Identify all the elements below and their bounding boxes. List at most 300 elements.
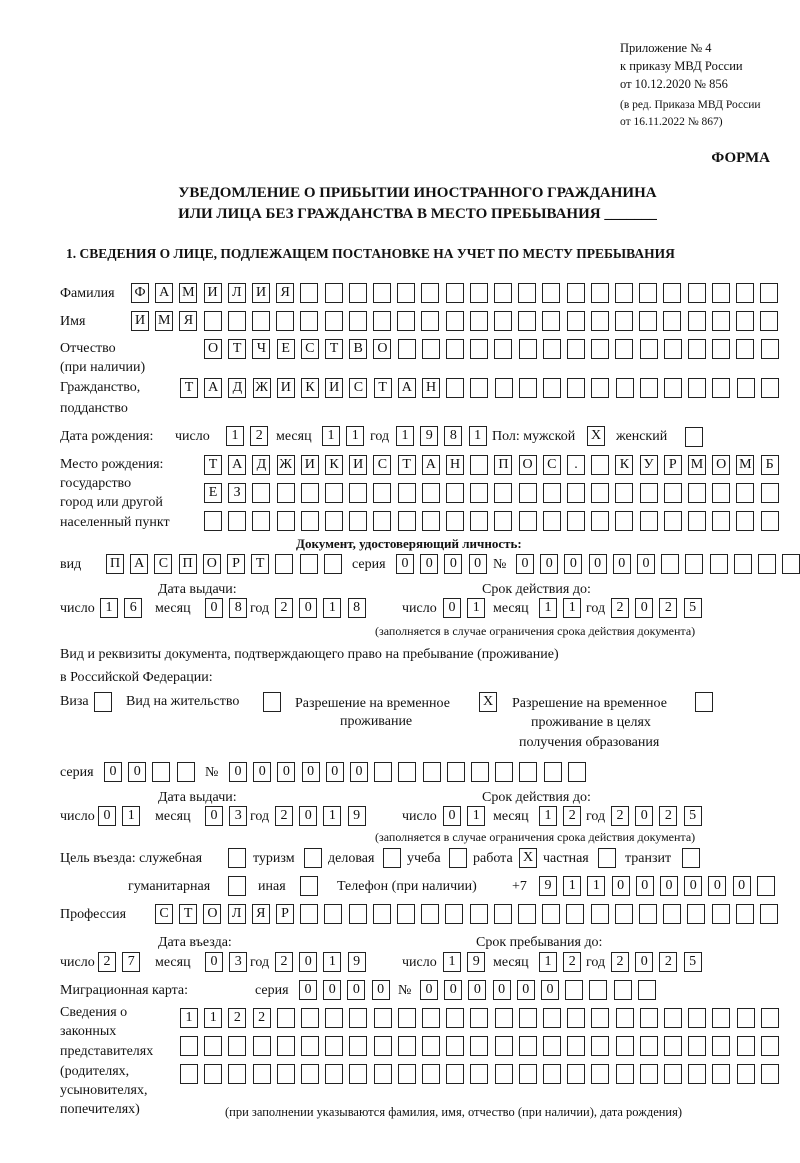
form-cell[interactable]: 1 bbox=[226, 426, 244, 446]
form-cell[interactable]: 0 bbox=[564, 554, 582, 574]
form-cell[interactable] bbox=[664, 483, 682, 503]
form-cell[interactable]: 1 bbox=[180, 1008, 198, 1028]
form-cell[interactable]: 1 bbox=[323, 806, 341, 826]
form-cell[interactable] bbox=[543, 378, 561, 398]
form-cell[interactable]: 0 bbox=[444, 554, 462, 574]
form-cell[interactable] bbox=[567, 378, 585, 398]
form-cell[interactable] bbox=[325, 511, 343, 531]
form-cell[interactable] bbox=[567, 483, 585, 503]
form-cell[interactable]: 2 bbox=[563, 806, 581, 826]
form-cell[interactable] bbox=[374, 1064, 392, 1084]
form-cell[interactable]: X bbox=[519, 848, 537, 868]
form-cell[interactable] bbox=[228, 511, 246, 531]
form-cell[interactable] bbox=[761, 1064, 779, 1084]
form-cell[interactable]: Я bbox=[276, 283, 294, 303]
form-cell[interactable]: С bbox=[301, 339, 319, 359]
form-cell[interactable] bbox=[737, 1008, 755, 1028]
form-cell[interactable] bbox=[471, 762, 489, 782]
form-cell[interactable] bbox=[277, 511, 295, 531]
form-cell[interactable]: 0 bbox=[104, 762, 122, 782]
form-cell[interactable]: 2 bbox=[563, 952, 581, 972]
form-cell[interactable]: X bbox=[587, 426, 605, 446]
form-cell[interactable]: 0 bbox=[541, 980, 559, 1000]
form-cell[interactable] bbox=[228, 311, 246, 331]
form-cell[interactable] bbox=[639, 904, 657, 924]
form-cell[interactable] bbox=[567, 1008, 585, 1028]
form-cell[interactable]: Р bbox=[664, 455, 682, 475]
form-cell[interactable]: 0 bbox=[660, 876, 678, 896]
form-cell[interactable] bbox=[228, 1064, 246, 1084]
form-cell[interactable] bbox=[615, 339, 633, 359]
form-cell[interactable] bbox=[616, 1008, 634, 1028]
form-cell[interactable] bbox=[519, 1064, 537, 1084]
form-cell[interactable] bbox=[640, 483, 658, 503]
form-cell[interactable] bbox=[300, 311, 318, 331]
form-cell[interactable]: П bbox=[494, 455, 512, 475]
form-cell[interactable]: 2 bbox=[611, 806, 629, 826]
form-cell[interactable] bbox=[325, 311, 343, 331]
form-cell[interactable] bbox=[446, 1064, 464, 1084]
form-cell[interactable] bbox=[494, 311, 512, 331]
form-cell[interactable]: 0 bbox=[98, 806, 116, 826]
form-cell[interactable] bbox=[470, 1008, 488, 1028]
form-cell[interactable] bbox=[761, 1036, 779, 1056]
form-cell[interactable] bbox=[494, 483, 512, 503]
form-cell[interactable] bbox=[445, 904, 463, 924]
form-cell[interactable] bbox=[688, 1064, 706, 1084]
form-cell[interactable] bbox=[494, 904, 512, 924]
form-cell[interactable] bbox=[761, 483, 779, 503]
form-cell[interactable] bbox=[398, 483, 416, 503]
form-cell[interactable] bbox=[591, 339, 609, 359]
form-cell[interactable]: 0 bbox=[635, 806, 653, 826]
form-cell[interactable] bbox=[349, 311, 367, 331]
form-cell[interactable]: 1 bbox=[323, 598, 341, 618]
form-cell[interactable] bbox=[324, 554, 342, 574]
form-cell[interactable] bbox=[470, 378, 488, 398]
form-cell[interactable] bbox=[685, 427, 703, 447]
form-cell[interactable] bbox=[446, 283, 464, 303]
form-cell[interactable]: К bbox=[301, 378, 319, 398]
form-cell[interactable] bbox=[639, 311, 657, 331]
form-cell[interactable] bbox=[349, 1064, 367, 1084]
form-cell[interactable] bbox=[324, 904, 342, 924]
form-cell[interactable] bbox=[470, 1036, 488, 1056]
form-cell[interactable] bbox=[710, 554, 728, 574]
form-cell[interactable] bbox=[782, 554, 800, 574]
form-cell[interactable] bbox=[688, 378, 706, 398]
form-cell[interactable]: 0 bbox=[302, 762, 320, 782]
form-cell[interactable]: З bbox=[228, 483, 246, 503]
form-cell[interactable] bbox=[470, 311, 488, 331]
form-cell[interactable] bbox=[300, 904, 318, 924]
form-cell[interactable] bbox=[591, 483, 609, 503]
form-cell[interactable] bbox=[615, 283, 633, 303]
form-cell[interactable]: 8 bbox=[229, 598, 247, 618]
form-cell[interactable] bbox=[374, 1036, 392, 1056]
form-cell[interactable]: С bbox=[155, 904, 173, 924]
form-cell[interactable] bbox=[180, 1036, 198, 1056]
form-cell[interactable]: 0 bbox=[372, 980, 390, 1000]
form-cell[interactable]: 0 bbox=[205, 806, 223, 826]
form-cell[interactable]: 9 bbox=[348, 806, 366, 826]
form-cell[interactable] bbox=[543, 339, 561, 359]
form-cell[interactable]: 5 bbox=[684, 952, 702, 972]
form-cell[interactable] bbox=[598, 848, 616, 868]
form-cell[interactable] bbox=[688, 1008, 706, 1028]
form-cell[interactable] bbox=[640, 511, 658, 531]
form-cell[interactable] bbox=[495, 1036, 513, 1056]
form-cell[interactable]: И bbox=[325, 378, 343, 398]
form-cell[interactable] bbox=[349, 1036, 367, 1056]
form-cell[interactable]: 1 bbox=[469, 426, 487, 446]
form-cell[interactable] bbox=[373, 311, 391, 331]
form-cell[interactable] bbox=[542, 311, 560, 331]
form-cell[interactable]: И bbox=[204, 283, 222, 303]
form-cell[interactable] bbox=[712, 904, 730, 924]
form-cell[interactable] bbox=[615, 511, 633, 531]
form-cell[interactable]: 1 bbox=[467, 598, 485, 618]
form-cell[interactable] bbox=[446, 511, 464, 531]
form-cell[interactable]: А bbox=[155, 283, 173, 303]
form-cell[interactable]: 2 bbox=[275, 806, 293, 826]
form-cell[interactable]: 0 bbox=[635, 598, 653, 618]
form-cell[interactable]: 0 bbox=[205, 598, 223, 618]
form-cell[interactable]: Д bbox=[228, 378, 246, 398]
form-cell[interactable]: 9 bbox=[467, 952, 485, 972]
form-cell[interactable] bbox=[421, 283, 439, 303]
form-cell[interactable]: А bbox=[422, 455, 440, 475]
form-cell[interactable] bbox=[495, 1064, 513, 1084]
form-cell[interactable] bbox=[470, 904, 488, 924]
form-cell[interactable]: П bbox=[179, 554, 197, 574]
form-cell[interactable] bbox=[446, 311, 464, 331]
form-cell[interactable] bbox=[567, 283, 585, 303]
form-cell[interactable]: 0 bbox=[420, 554, 438, 574]
form-cell[interactable]: 5 bbox=[684, 806, 702, 826]
form-cell[interactable] bbox=[664, 339, 682, 359]
form-cell[interactable] bbox=[543, 483, 561, 503]
form-cell[interactable]: 0 bbox=[469, 554, 487, 574]
form-cell[interactable]: Ж bbox=[253, 378, 271, 398]
form-cell[interactable] bbox=[688, 1036, 706, 1056]
form-cell[interactable]: 9 bbox=[348, 952, 366, 972]
form-cell[interactable]: 8 bbox=[444, 426, 462, 446]
form-cell[interactable] bbox=[519, 511, 537, 531]
form-cell[interactable] bbox=[712, 511, 730, 531]
form-cell[interactable]: С bbox=[154, 554, 172, 574]
form-cell[interactable] bbox=[736, 904, 754, 924]
form-cell[interactable] bbox=[616, 1036, 634, 1056]
form-cell[interactable]: 0 bbox=[540, 554, 558, 574]
form-cell[interactable] bbox=[228, 848, 246, 868]
form-cell[interactable]: 1 bbox=[563, 876, 581, 896]
form-cell[interactable]: 2 bbox=[275, 598, 293, 618]
form-cell[interactable] bbox=[757, 876, 775, 896]
form-cell[interactable] bbox=[591, 511, 609, 531]
form-cell[interactable]: 0 bbox=[517, 980, 535, 1000]
form-cell[interactable]: 2 bbox=[250, 426, 268, 446]
form-cell[interactable]: Я bbox=[179, 311, 197, 331]
form-cell[interactable]: 1 bbox=[539, 598, 557, 618]
form-cell[interactable] bbox=[591, 378, 609, 398]
form-cell[interactable] bbox=[423, 762, 441, 782]
form-cell[interactable] bbox=[519, 762, 537, 782]
form-cell[interactable]: 0 bbox=[205, 952, 223, 972]
form-cell[interactable] bbox=[638, 980, 656, 1000]
form-cell[interactable] bbox=[736, 511, 754, 531]
form-cell[interactable]: 6 bbox=[124, 598, 142, 618]
form-cell[interactable] bbox=[519, 483, 537, 503]
form-cell[interactable] bbox=[263, 692, 281, 712]
form-cell[interactable]: 0 bbox=[684, 876, 702, 896]
form-cell[interactable] bbox=[519, 339, 537, 359]
form-cell[interactable]: С bbox=[373, 455, 391, 475]
form-cell[interactable]: О bbox=[373, 339, 391, 359]
form-cell[interactable]: 1 bbox=[204, 1008, 222, 1028]
form-cell[interactable] bbox=[301, 1008, 319, 1028]
form-cell[interactable] bbox=[494, 339, 512, 359]
form-cell[interactable] bbox=[712, 1064, 730, 1084]
form-cell[interactable] bbox=[736, 283, 754, 303]
form-cell[interactable] bbox=[566, 904, 584, 924]
form-cell[interactable]: А bbox=[130, 554, 148, 574]
form-cell[interactable] bbox=[275, 554, 293, 574]
form-cell[interactable] bbox=[737, 1036, 755, 1056]
form-cell[interactable]: М bbox=[688, 455, 706, 475]
form-cell[interactable] bbox=[712, 1036, 730, 1056]
form-cell[interactable]: 1 bbox=[563, 598, 581, 618]
form-cell[interactable]: И bbox=[252, 283, 270, 303]
form-cell[interactable] bbox=[397, 904, 415, 924]
form-cell[interactable] bbox=[663, 311, 681, 331]
form-cell[interactable] bbox=[663, 283, 681, 303]
form-cell[interactable]: Е bbox=[277, 339, 295, 359]
form-cell[interactable]: 3 bbox=[229, 952, 247, 972]
form-cell[interactable] bbox=[374, 762, 392, 782]
form-cell[interactable] bbox=[204, 511, 222, 531]
form-cell[interactable]: 2 bbox=[98, 952, 116, 972]
form-cell[interactable]: Н bbox=[446, 455, 464, 475]
form-cell[interactable] bbox=[760, 904, 778, 924]
form-cell[interactable] bbox=[614, 980, 632, 1000]
form-cell[interactable]: О bbox=[204, 339, 222, 359]
form-cell[interactable] bbox=[325, 1008, 343, 1028]
form-cell[interactable]: Л bbox=[228, 904, 246, 924]
form-cell[interactable] bbox=[543, 1064, 561, 1084]
form-cell[interactable] bbox=[252, 311, 270, 331]
form-cell[interactable] bbox=[664, 378, 682, 398]
form-cell[interactable]: 0 bbox=[299, 598, 317, 618]
form-cell[interactable]: 1 bbox=[122, 806, 140, 826]
form-cell[interactable] bbox=[616, 1064, 634, 1084]
form-cell[interactable] bbox=[688, 339, 706, 359]
form-cell[interactable]: М bbox=[179, 283, 197, 303]
form-cell[interactable]: Т bbox=[179, 904, 197, 924]
form-cell[interactable]: О bbox=[519, 455, 537, 475]
form-cell[interactable]: П bbox=[106, 554, 124, 574]
form-cell[interactable]: 0 bbox=[636, 876, 654, 896]
form-cell[interactable]: 0 bbox=[443, 598, 461, 618]
form-cell[interactable]: 2 bbox=[253, 1008, 271, 1028]
form-cell[interactable] bbox=[470, 455, 488, 475]
form-cell[interactable] bbox=[470, 339, 488, 359]
form-cell[interactable] bbox=[446, 483, 464, 503]
form-cell[interactable] bbox=[737, 1064, 755, 1084]
form-cell[interactable] bbox=[519, 1008, 537, 1028]
form-cell[interactable] bbox=[615, 904, 633, 924]
form-cell[interactable]: 1 bbox=[323, 952, 341, 972]
form-cell[interactable]: 0 bbox=[493, 980, 511, 1000]
form-cell[interactable] bbox=[349, 1008, 367, 1028]
form-cell[interactable] bbox=[304, 848, 322, 868]
form-cell[interactable] bbox=[204, 1064, 222, 1084]
form-cell[interactable] bbox=[252, 511, 270, 531]
form-cell[interactable] bbox=[422, 1064, 440, 1084]
form-cell[interactable] bbox=[734, 554, 752, 574]
form-cell[interactable]: Т bbox=[251, 554, 269, 574]
form-cell[interactable]: 1 bbox=[539, 806, 557, 826]
form-cell[interactable] bbox=[383, 848, 401, 868]
form-cell[interactable] bbox=[640, 339, 658, 359]
form-cell[interactable]: И bbox=[131, 311, 149, 331]
form-cell[interactable] bbox=[591, 1036, 609, 1056]
form-cell[interactable]: . bbox=[567, 455, 585, 475]
form-cell[interactable] bbox=[695, 692, 713, 712]
form-cell[interactable] bbox=[685, 554, 703, 574]
form-cell[interactable]: 0 bbox=[733, 876, 751, 896]
form-cell[interactable] bbox=[301, 1064, 319, 1084]
form-cell[interactable] bbox=[712, 283, 730, 303]
form-cell[interactable] bbox=[398, 511, 416, 531]
form-cell[interactable]: 1 bbox=[587, 876, 605, 896]
form-cell[interactable] bbox=[664, 511, 682, 531]
form-cell[interactable] bbox=[397, 311, 415, 331]
form-cell[interactable]: М bbox=[155, 311, 173, 331]
form-cell[interactable] bbox=[519, 378, 537, 398]
form-cell[interactable]: В bbox=[349, 339, 367, 359]
form-cell[interactable] bbox=[398, 762, 416, 782]
form-cell[interactable] bbox=[661, 554, 679, 574]
form-cell[interactable]: 5 bbox=[684, 598, 702, 618]
form-cell[interactable] bbox=[640, 378, 658, 398]
form-cell[interactable] bbox=[300, 876, 318, 896]
form-cell[interactable] bbox=[277, 483, 295, 503]
form-cell[interactable] bbox=[422, 339, 440, 359]
form-cell[interactable] bbox=[446, 1008, 464, 1028]
form-cell[interactable] bbox=[421, 904, 439, 924]
form-cell[interactable] bbox=[543, 1008, 561, 1028]
form-cell[interactable] bbox=[712, 483, 730, 503]
form-cell[interactable]: 0 bbox=[323, 980, 341, 1000]
form-cell[interactable] bbox=[761, 511, 779, 531]
form-cell[interactable] bbox=[543, 511, 561, 531]
form-cell[interactable] bbox=[688, 311, 706, 331]
form-cell[interactable] bbox=[761, 1008, 779, 1028]
form-cell[interactable]: 0 bbox=[589, 554, 607, 574]
form-cell[interactable] bbox=[495, 1008, 513, 1028]
form-cell[interactable] bbox=[325, 283, 343, 303]
form-cell[interactable] bbox=[567, 311, 585, 331]
form-cell[interactable]: 2 bbox=[611, 598, 629, 618]
form-cell[interactable]: 2 bbox=[659, 952, 677, 972]
form-cell[interactable] bbox=[300, 554, 318, 574]
form-cell[interactable]: Т bbox=[204, 455, 222, 475]
form-cell[interactable] bbox=[447, 762, 465, 782]
form-cell[interactable] bbox=[277, 1008, 295, 1028]
form-cell[interactable]: 0 bbox=[420, 980, 438, 1000]
form-cell[interactable] bbox=[615, 483, 633, 503]
form-cell[interactable]: Е bbox=[204, 483, 222, 503]
form-cell[interactable] bbox=[373, 483, 391, 503]
form-cell[interactable]: И bbox=[277, 378, 295, 398]
form-cell[interactable] bbox=[398, 339, 416, 359]
form-cell[interactable]: Д bbox=[252, 455, 270, 475]
form-cell[interactable]: 1 bbox=[396, 426, 414, 446]
form-cell[interactable] bbox=[565, 980, 583, 1000]
form-cell[interactable]: 1 bbox=[322, 426, 340, 446]
form-cell[interactable]: 0 bbox=[612, 876, 630, 896]
form-cell[interactable] bbox=[543, 1036, 561, 1056]
form-cell[interactable] bbox=[664, 1064, 682, 1084]
form-cell[interactable] bbox=[688, 511, 706, 531]
form-cell[interactable] bbox=[495, 762, 513, 782]
form-cell[interactable] bbox=[568, 762, 586, 782]
form-cell[interactable] bbox=[615, 311, 633, 331]
form-cell[interactable]: 2 bbox=[611, 952, 629, 972]
form-cell[interactable] bbox=[228, 1036, 246, 1056]
form-cell[interactable] bbox=[446, 339, 464, 359]
form-cell[interactable] bbox=[421, 311, 439, 331]
form-cell[interactable] bbox=[301, 511, 319, 531]
form-cell[interactable] bbox=[663, 904, 681, 924]
form-cell[interactable] bbox=[737, 378, 755, 398]
form-cell[interactable]: А bbox=[228, 455, 246, 475]
form-cell[interactable] bbox=[760, 283, 778, 303]
form-cell[interactable]: 0 bbox=[444, 980, 462, 1000]
form-cell[interactable] bbox=[373, 904, 391, 924]
form-cell[interactable]: 0 bbox=[326, 762, 344, 782]
form-cell[interactable]: 0 bbox=[253, 762, 271, 782]
form-cell[interactable] bbox=[712, 311, 730, 331]
form-cell[interactable] bbox=[253, 1036, 271, 1056]
form-cell[interactable]: 0 bbox=[299, 806, 317, 826]
form-cell[interactable] bbox=[325, 483, 343, 503]
form-cell[interactable] bbox=[94, 692, 112, 712]
form-cell[interactable] bbox=[518, 904, 536, 924]
form-cell[interactable] bbox=[252, 483, 270, 503]
form-cell[interactable] bbox=[758, 554, 776, 574]
form-cell[interactable] bbox=[567, 339, 585, 359]
form-cell[interactable] bbox=[422, 483, 440, 503]
form-cell[interactable]: А bbox=[398, 378, 416, 398]
form-cell[interactable]: Л bbox=[228, 283, 246, 303]
form-cell[interactable] bbox=[300, 283, 318, 303]
form-cell[interactable]: 7 bbox=[122, 952, 140, 972]
form-cell[interactable]: 0 bbox=[635, 952, 653, 972]
form-cell[interactable] bbox=[446, 378, 464, 398]
form-cell[interactable] bbox=[640, 1036, 658, 1056]
form-cell[interactable]: 0 bbox=[299, 952, 317, 972]
form-cell[interactable]: М bbox=[736, 455, 754, 475]
form-cell[interactable]: И bbox=[301, 455, 319, 475]
form-cell[interactable] bbox=[591, 1064, 609, 1084]
form-cell[interactable]: 2 bbox=[228, 1008, 246, 1028]
form-cell[interactable]: Т bbox=[180, 378, 198, 398]
form-cell[interactable] bbox=[712, 378, 730, 398]
form-cell[interactable] bbox=[470, 283, 488, 303]
form-cell[interactable]: 0 bbox=[708, 876, 726, 896]
